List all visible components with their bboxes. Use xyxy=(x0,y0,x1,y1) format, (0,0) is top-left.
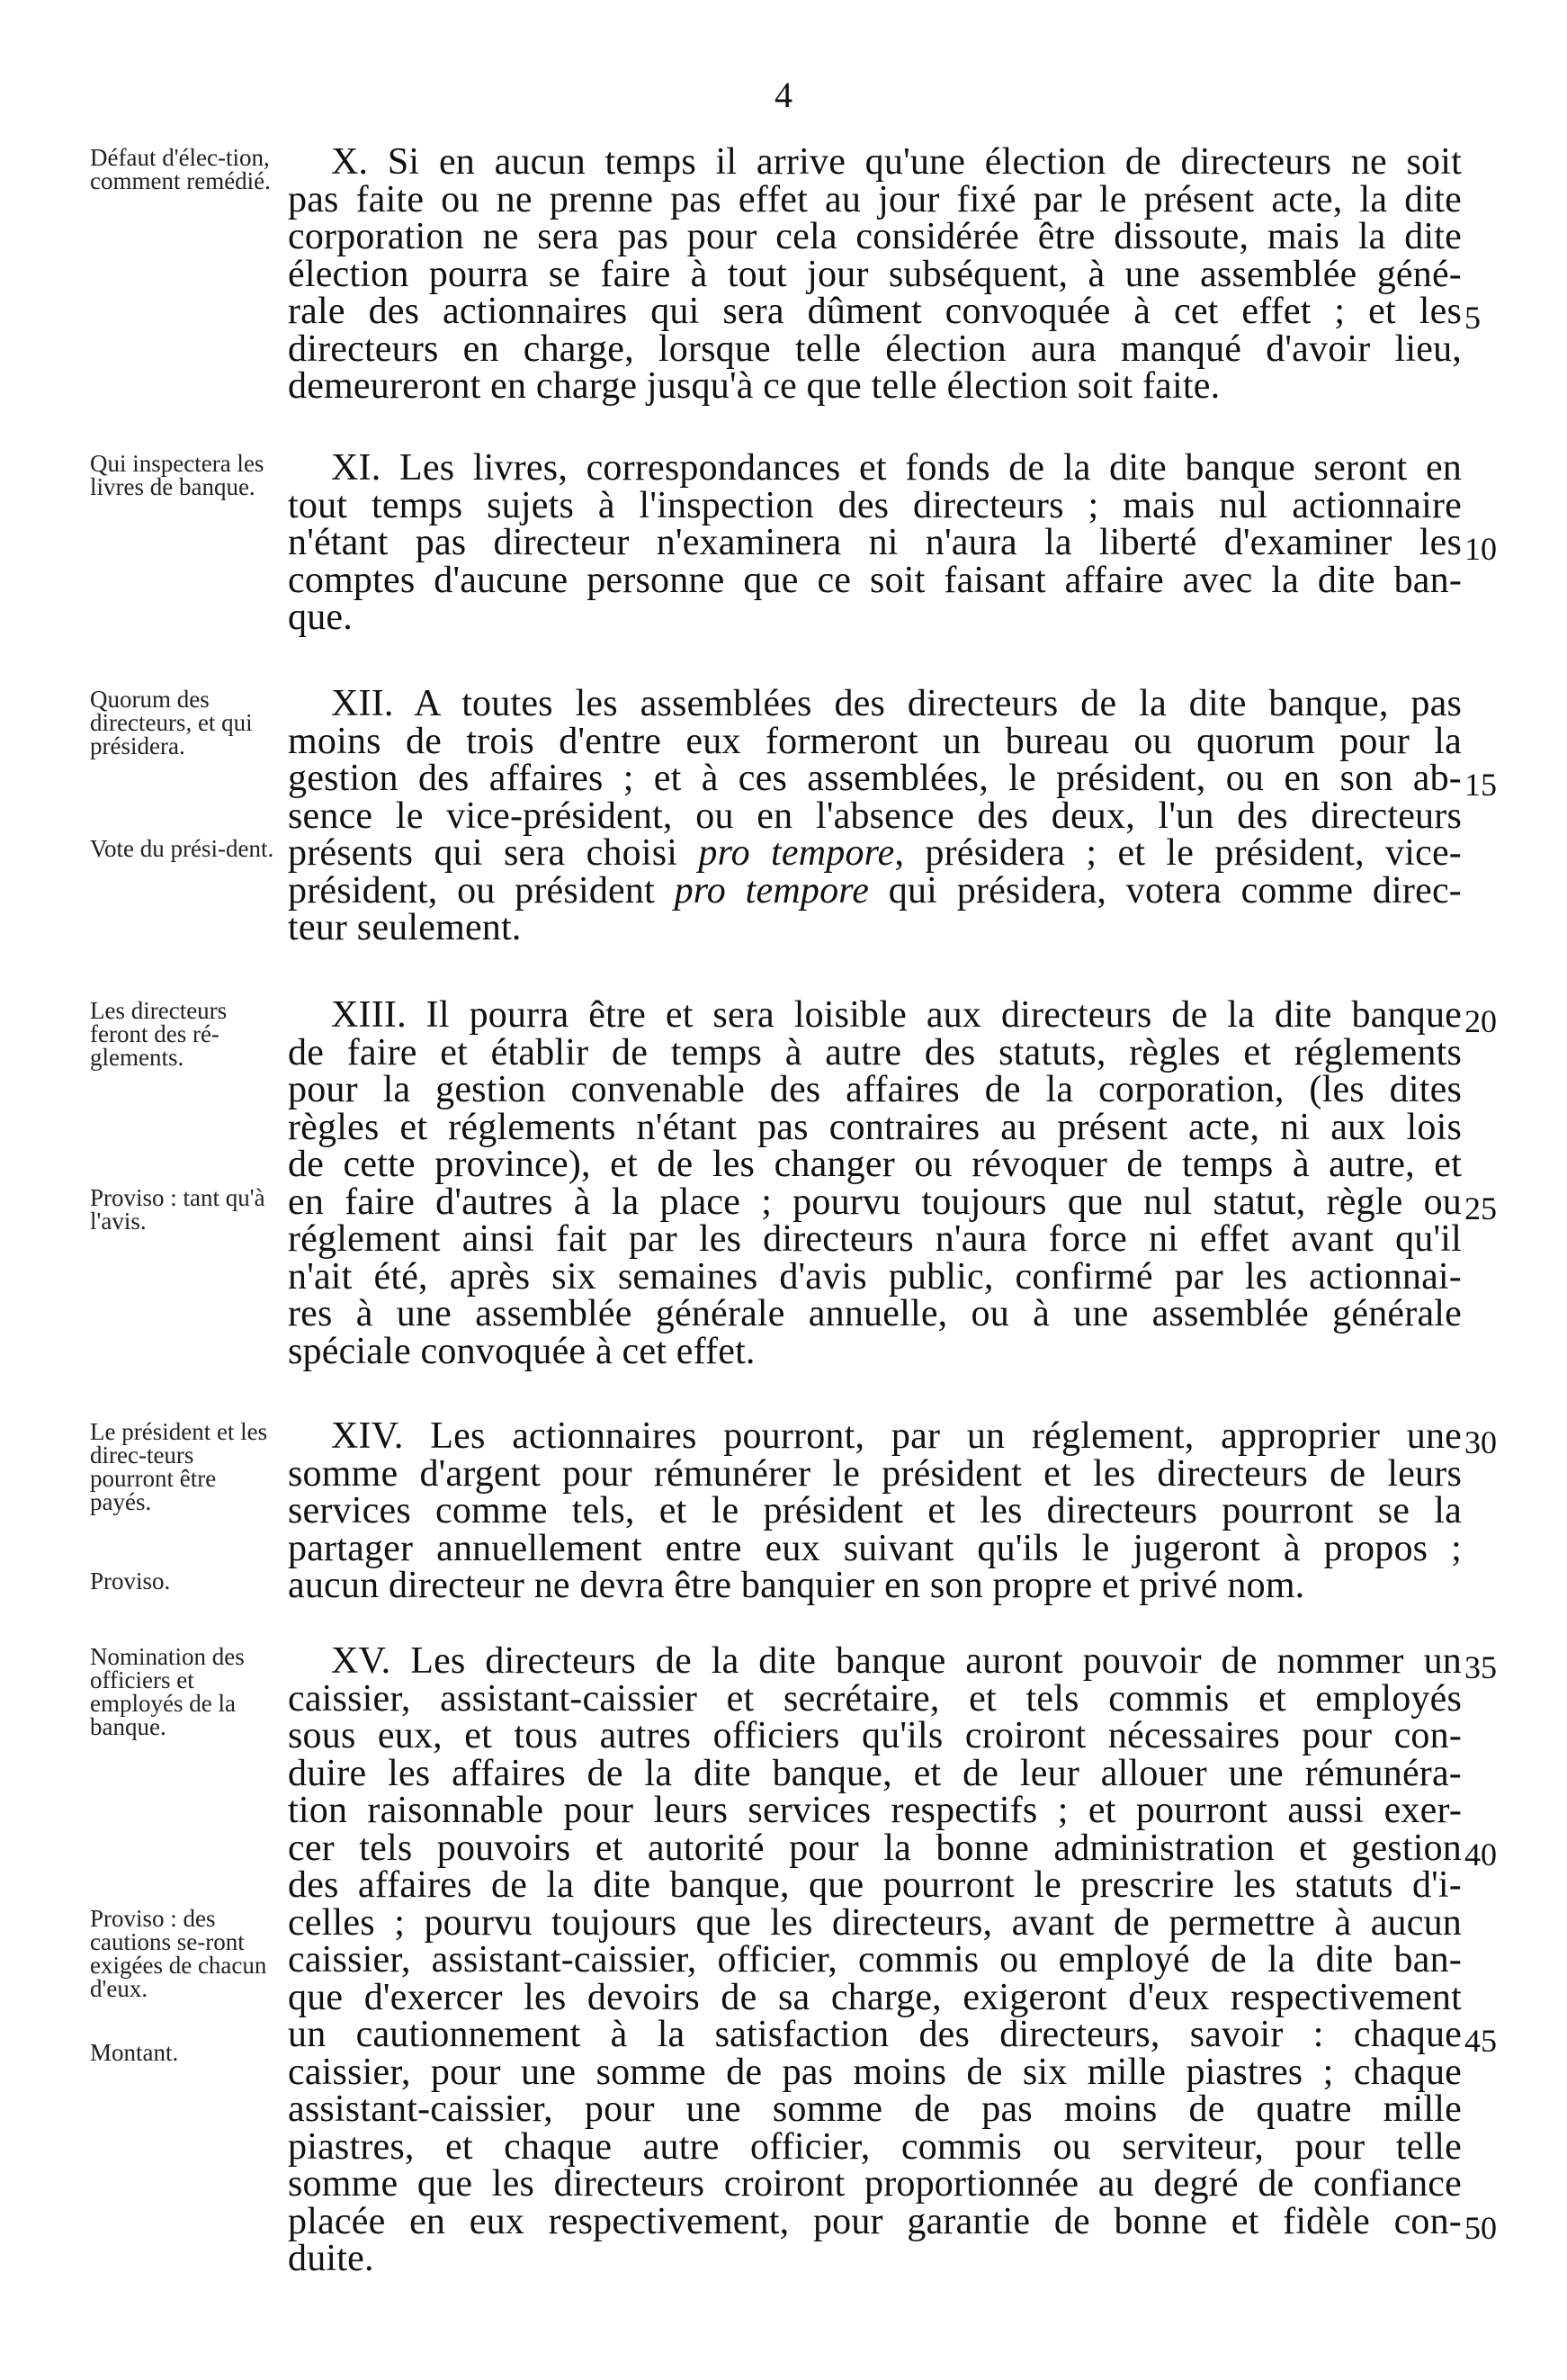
text-line: corporation ne sera pas pour cela considérée être dissoute, mais la dite xyxy=(288,216,1462,257)
text-line: que d'exercer les devoirs de sa charge, exigeront d'eux respectivement xyxy=(288,1976,1462,2018)
text-line: demeureront en charge jusqu'à ce que telle élection soit faite. xyxy=(288,365,1221,407)
text-line: caissier, assistant-caissier et secrétaire, et tels commis et employés xyxy=(288,1677,1462,1720)
margin-note: Les directeurs feront des ré-glements. xyxy=(90,997,228,1071)
text-line: gestion des affaires ; et à ces assemblées, le président, ou en son ab- xyxy=(288,758,1462,799)
line-number: 45 xyxy=(1464,2023,1497,2059)
margin-note: Le président et les direc-teurs pourront être payés. xyxy=(90,1418,268,1515)
text-line: caissier, assistant-caissier, officier, commis ou employé de la dite ban- xyxy=(288,1939,1462,1980)
text-line: moins de trois d'entre eux formeront un bureau ou quorum pour la xyxy=(288,720,1462,762)
line-number: 5 xyxy=(1464,300,1481,336)
margin-note: Quorum des directeurs, et qui présidera. xyxy=(90,686,253,759)
text-line: n'étant pas directeur n'examinera ni n'aura la liberté d'examiner les xyxy=(288,522,1462,563)
text-line: tout temps sujets à l'inspection des directeurs ; mais nul actionnaire xyxy=(288,484,1462,526)
text-line: teur seulement. xyxy=(288,907,522,948)
text-line: présents qui sera choisi pro tempore, présidera ; et le président, vice- xyxy=(288,832,1462,874)
text-line: celles ; pourvu toujours que les directeurs, avant de permettre à aucun xyxy=(288,1901,1462,1944)
text-line: piastres, et chaque autre officier, commis ou serviteur, pour telle xyxy=(288,2125,1462,2168)
text-line: XIII. Il pourra être et sera loisible aux directeurs de la dite banque xyxy=(331,994,1462,1036)
line-number: 10 xyxy=(1464,531,1497,567)
margin-note: Montant. xyxy=(90,2038,179,2066)
text-line: rale des actionnaires qui sera dûment convoquée à cet effet ; et les xyxy=(288,291,1462,332)
text-line: assistant-caissier, pour une somme de pas moins de quatre mille xyxy=(288,2088,1462,2130)
text-line: XIV. Les actionnaires pourront, par un réglement, approprier une xyxy=(331,1415,1462,1457)
text-line: XI. Les livres, correspondances et fonds de la dite banque seront en xyxy=(331,447,1462,489)
text-line: de faire et établir de temps à autre des statuts, règles et réglements xyxy=(288,1031,1462,1073)
text-line: XII. A toutes les assemblées des directeurs de la dite banque, pas xyxy=(331,683,1462,724)
text-line: président, ou président pro tempore qui présidera, votera comme direc- xyxy=(288,869,1462,912)
text-line: n'ait été, après six semaines d'avis public, confirmé par les actionnai- xyxy=(288,1255,1462,1298)
article-text xyxy=(288,994,1462,1372)
article-text xyxy=(288,141,1462,407)
text-line: X. Si en aucun temps il arrive qu'une élection de directeurs ne soit xyxy=(331,141,1462,183)
article-text xyxy=(288,447,1462,638)
article-text xyxy=(288,1640,1462,2279)
text-line: caissier, pour une somme de pas moins de six mille piastres ; chaque xyxy=(288,2051,1462,2093)
text-line: tion raisonnable pour leurs services respectifs ; et pourront aussi exer- xyxy=(288,1790,1462,1831)
text-line: somme que les directeurs croiront proportionnée au degré de confiance xyxy=(288,2163,1462,2205)
text-line: spéciale convoquée à cet effet. xyxy=(288,1330,756,1372)
text-line: res à une assemblée générale annuelle, ou à une assemblée générale xyxy=(288,1293,1462,1334)
text-line: directeurs en charge, lorsque telle élection aura manqué d'avoir lieu, xyxy=(288,328,1462,370)
margin-note: Qui inspectera les livres de banque. xyxy=(90,450,264,500)
text-line: duire les affaires de la dite banque, et de leur allouer une rémunéra- xyxy=(288,1752,1462,1794)
text-line: en faire d'autres à la place ; pourvu toujours que nul statut, règle ou xyxy=(288,1181,1462,1223)
margin-note: Nomination des officiers et employés de la banque. xyxy=(90,1643,245,1740)
text-line: pas faite ou ne prenne pas effet au jour fixé par le présent acte, la dite xyxy=(288,178,1462,220)
text-line: services comme tels, et le président et les directeurs pourront se la xyxy=(288,1490,1462,1531)
line-number: 20 xyxy=(1464,1003,1497,1039)
margin-note: Vote du prési-dent. xyxy=(90,835,274,862)
line-number: 30 xyxy=(1464,1424,1497,1460)
text-line: règles et réglements n'étant pas contraires au présent acte, ni aux lois xyxy=(288,1106,1462,1148)
text-line: aucun directeur ne devra être banquier en son propre et privé nom. xyxy=(288,1565,1305,1606)
page-number: 4 xyxy=(775,75,792,115)
text-line: placée en eux respectivement, pour garantie de bonne et fidèle con- xyxy=(288,2200,1462,2242)
margin-note: Proviso. xyxy=(90,1567,171,1594)
text-line: sous eux, et tous autres officiers qu'ils croiront nécessaires pour con- xyxy=(288,1715,1462,1756)
text-line: des affaires de la dite banque, que pourront le prescrire les statuts d'i- xyxy=(288,1864,1462,1906)
margin-note: Proviso : tant qu'à l'avis. xyxy=(90,1183,265,1235)
text-line: de cette province), et de les changer ou révoquer de temps à autre, et xyxy=(288,1144,1462,1185)
text-line: cer tels pouvoirs et autorité pour la bonne administration et gestion xyxy=(288,1827,1462,1869)
text-line: réglement ainsi fait par les directeurs n'aura force ni effet avant qu'il xyxy=(288,1218,1462,1260)
margin-note: Défaut d'élec-tion, comment remédié. xyxy=(90,144,271,194)
text-line: un cautionnement à la satisfaction des directeurs, savoir : chaque xyxy=(288,2014,1462,2055)
text-line: sence le vice-président, ou en l'absence des deux, l'un des directeurs xyxy=(288,795,1462,837)
line-number: 50 xyxy=(1464,2209,1497,2246)
text-line: élection pourra se faire à tout jour subséquent, à une assemblée géné- xyxy=(288,253,1462,295)
text-line: comptes d'aucune personne que ce soit faisant affaire avec la dite ban- xyxy=(288,559,1462,601)
line-number: 35 xyxy=(1464,1649,1497,1685)
line-number: 40 xyxy=(1464,1836,1497,1873)
article-text xyxy=(288,1415,1462,1606)
text-line: pour la gestion convenable des affaires de la corporation, (les dites xyxy=(288,1069,1462,1110)
article-text xyxy=(288,683,1462,948)
line-number: 15 xyxy=(1464,767,1497,803)
line-number: 25 xyxy=(1464,1190,1497,1226)
text-line: somme d'argent pour rémunérer le président et les directeurs de leurs xyxy=(288,1452,1462,1495)
text-line: XV. Les directeurs de la dite banque auront pouvoir de nommer un xyxy=(331,1640,1462,1682)
margin-note: Proviso : des cautions se-ront exigées de chacun d'eux. xyxy=(90,1904,267,2002)
text-line: que. xyxy=(288,597,353,638)
text-line: duite. xyxy=(288,2238,374,2279)
text-line: partager annuellement entre eux suivant qu'ils le jugeront à propos ; xyxy=(288,1527,1462,1569)
